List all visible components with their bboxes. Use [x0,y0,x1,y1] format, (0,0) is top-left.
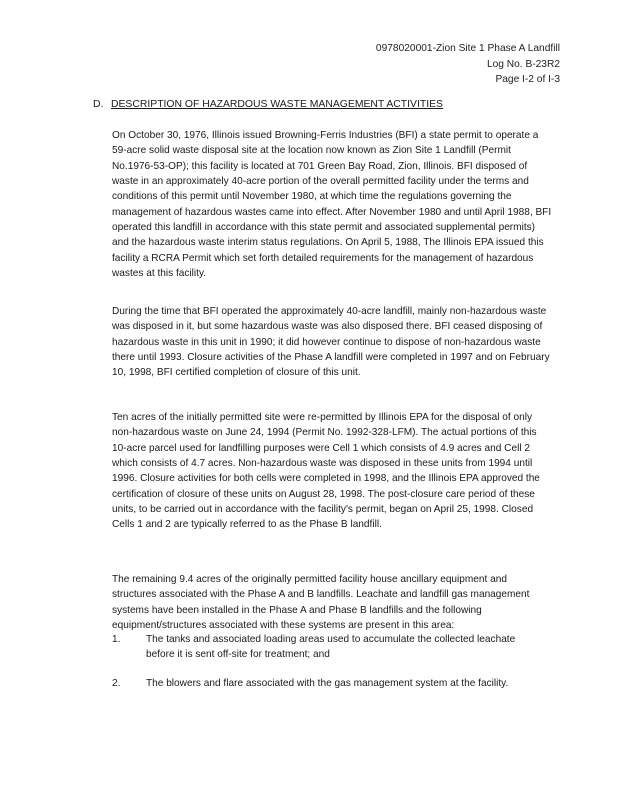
header-permit-line: 0978020001-Zion Site 1 Phase A Landfill [375,43,560,54]
section-heading [93,98,443,112]
list-item-text: The blowers and flare associated with the gas management system at the facility. [146,678,509,689]
paragraph-landfill-operation: During the time that BFI operated the approximately 40-acre landfill, mainly non-hazardous waste was disposed in it, but some hazardous waste was also disposed there. BFI ceased disposing of hazardous waste in this unit in 1990; it did however continue to dispose of non-hazardous waste there until 1993. Closure activities of the Phase A landfill were completed in 1997 and on February 10, 1998, BFI certified completion of closure of this unit. [112,306,550,379]
list-item-number: 2. [112,678,121,689]
paragraph-ancillary-equipment: The remaining 9.4 acres of the originally permitted facility house ancillary equipment and structures associated with the Phase A and B landfills. Leachate and landfill gas management systems have been installed in the Phase A and Phase B landfills and the following equipment/structures associated with these systems are present in this area: [112,574,530,632]
header-log-number: Log No. B-23R2 [486,58,560,70]
page-header [376,41,560,88]
section-letter: D. [93,99,104,110]
list-item-text: The tanks and associated loading areas used to accumulate the collected leachate before it is sent off-site for treatment; and [146,634,516,661]
paragraph-phase-b-landfill: Ten acres of the initially permitted site were re-permitted by Illinois EPA for the disposal of only non-hazardous waste on June 24, 1994 (Permit No. 1992-328-LFM). The actual portions of this 10-acre parcel used for landfilling purposes were Cell 1 which consists of 4.9 acres and Cell 2 which consists of 4.7 acres. Non-hazardous waste was disposed in these units from 1994 until 1996. Closure activities for both cells were completed in 1998, and the Illinois EPA approved the certification of closure of these units on August 28, 1998. The post-closure care period of these units, to be carried out in accordance with the facility's permit, began on April 25, 1998. Closed Cells 1 and 2 are typically referred to as the Phase B landfill. [112,412,540,531]
list-item-number: 1. [112,634,121,645]
paragraph-permit-history: On October 30, 1976, Illinois issued Browning-Ferris Industries (BFI) a state permit to operate a 59-acre solid waste disposal site at the location now known as Zion Site 1 Landfill (Permit No.1976-53-OP); this facility is located at 701 Green Bay Road, Zion, Illinois. BFI disposed of waste in an approximately 40-acre portion of the overall permitted facility under the terms and conditions of this permit until November 1980, at which time the regulations governing the management of hazardous wastes came into effect. After November 1980 and until April 1988, BFI operated this landfill in accordance with this state permit and associated supplemental permits) and the hazardous waste interim status regulations. On April 5, 1988, The Illinois EPA issued this facility a RCRA Permit which set forth detailed requirements for the management of hazardous wastes at this facility. [112,130,552,280]
section-title: DESCRIPTION OF HAZARDOUS WASTE MANAGEMENT ACTIVITIES [111,99,443,110]
header-page-number: Page I-2 of I-3 [495,74,560,85]
